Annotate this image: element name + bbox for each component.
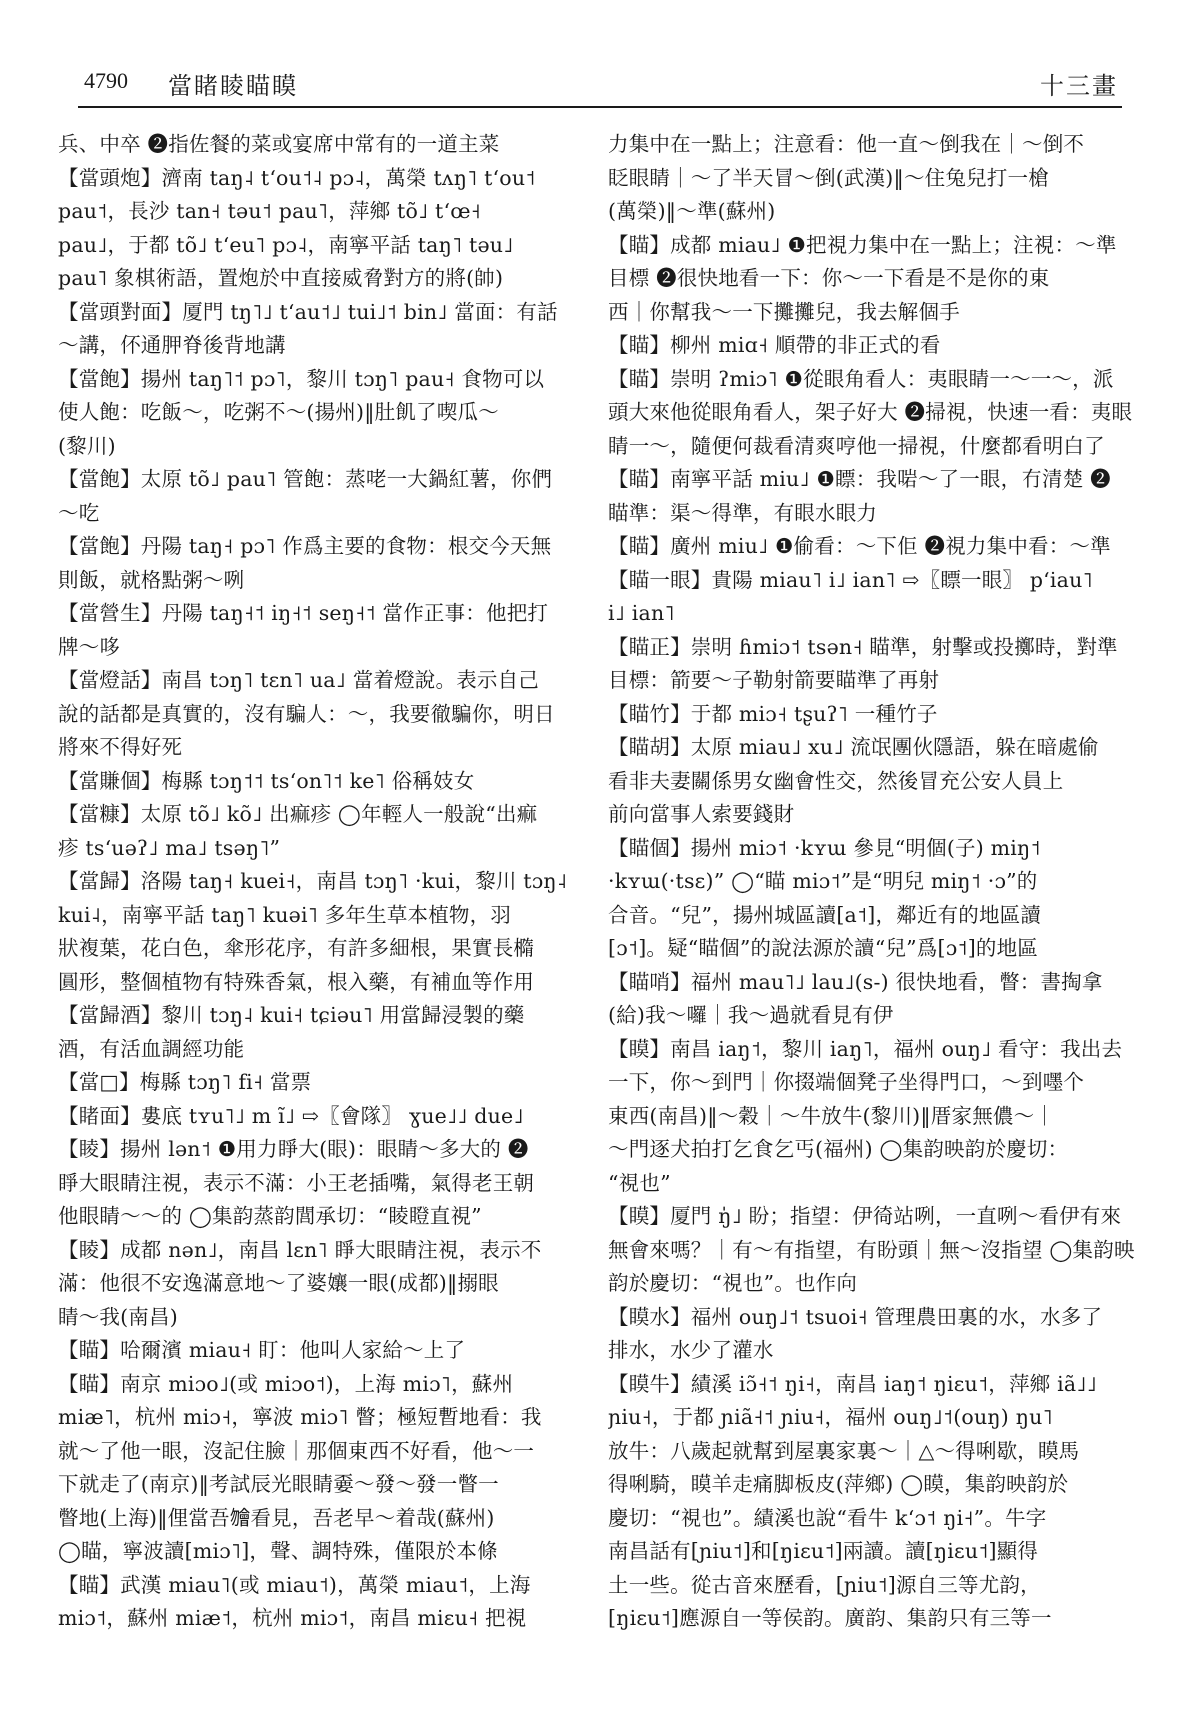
- head-characters: 當睹睖瞄瞙: [168, 72, 298, 100]
- entry-line: 目標：箭要～子勒射箭要瞄準了再射: [608, 668, 940, 692]
- entry-line: i˩ ian˥: [608, 601, 675, 625]
- entry-line: 【當頭對面】厦門 tŋ˥˩ tʻau˦˩ tui˩˦ bin˩ 當面：有話: [58, 299, 558, 324]
- entry-line: ～講，伓通胛脊後背地講: [58, 333, 286, 357]
- entry-line: 【瞄竹】于都 miɔ˧ tʂuʔ˥ 一種竹子: [608, 701, 938, 726]
- entry-line: 【瞙牛】績溪 iɔ̃˧˦ ŋi˧，南昌 iaŋ˦ ŋiɛu˦，萍鄉 iã˩˩: [608, 1371, 1097, 1396]
- entry-line: 使人飽：吃飯～，吃粥不～(揚州)‖肚飢了喫瓜～: [58, 400, 499, 424]
- entry-line: 瞥地(上海)‖俚當吾𣍐看見，吾老早～着哉(蘇州): [58, 1505, 495, 1530]
- dictionary-body: [58, 128, 1138, 1708]
- entry-line: 睛～我(南昌): [58, 1304, 178, 1329]
- entry-line: 【瞙】南昌 iaŋ˦，黎川 iaŋ˥，福州 ouŋ˩ 看守：我出去: [608, 1036, 1123, 1061]
- entry-line: 【睹面】婁底 tʏu˥˩ m ĩ˩ ⇨〖會隊〗 ɣue˩˩ due˩: [58, 1103, 524, 1128]
- entry-line: 【當燈話】南昌 tɔŋ˥ tɛn˥ ua˩ 當着燈說。表示自己: [58, 668, 540, 692]
- left-column: [58, 128, 588, 1708]
- entry-line: 【瞄】武漢 miau˥(或 miau˦)，萬榮 miau˦，上海: [58, 1572, 531, 1597]
- entry-line: 說的話都是真實的，沒有騙人：～，我要徹騙你，明日: [58, 701, 555, 726]
- entry-line: 滿：他很不安逸滿意地～了婆孃一眼(成都)‖搦眼: [58, 1271, 499, 1295]
- entry-line: 【瞄胡】太原 miau˩ xu˩ 流氓團伙隱語，躲在暗處偷: [608, 735, 1099, 759]
- entry-line: 就～了他一眼，沒記住臉｜那個東西不好看，他～一: [58, 1438, 535, 1463]
- entry-line: (給)我～囉｜我～過就看見有伊: [608, 1003, 894, 1027]
- stroke-count: 十三畫: [1040, 72, 1118, 100]
- entry-line: 【瞄】南寧平話 miu˩ ❶瞟：我啱～了一眼，冇清楚 ❷: [608, 467, 1111, 491]
- entry-line: 【瞄個】揚州 miɔ˦ ·kʏɯ 參見“明個(子) miŋ˦: [608, 835, 1041, 860]
- entry-line: 【當□】梅縣 tɔŋ˥ fi˧ 當票: [58, 1070, 312, 1094]
- entry-line: 前向當事人索要錢財: [608, 802, 795, 826]
- entry-line: ～門逐犬拍打乞食乞丐(福州) ◯集韵映韵於慶切：: [608, 1137, 1069, 1161]
- entry-line: 則飯，就格點粥～咧: [58, 567, 245, 592]
- entry-line: [ɔ˦]。疑“瞄個”的說法源於讀“兒”爲[ɔ˦]的地區: [608, 936, 1038, 960]
- entry-line: 【瞄一眼】貴陽 miau˥ i˩ ian˥ ⇨〖瞟一眼〗 pʻiau˥: [608, 567, 1093, 592]
- right-column: [608, 128, 1138, 1708]
- entry-line: 【瞄】成都 miau˩ ❶把視力集中在一點上；注視：～準: [608, 232, 1117, 257]
- entry-line: 【瞄哨】福州 mau˥˩ lau˩(s-) 很快地看，瞥：書掏拿: [608, 969, 1103, 994]
- entry-line: 瞄準：渠～得準，有眼水眼力: [608, 500, 878, 525]
- entry-line: 【當飽】揚州 taŋ˥˦ pɔ˥，黎川 tɔŋ˥ pau˧ 食物可以: [58, 366, 545, 391]
- entry-line: miæ˥，杭州 miɔ˧，寧波 miɔ˥ 瞥；極短暫地看：我: [58, 1405, 542, 1429]
- entry-line: 【瞄正】崇明 ɦmiɔ˦ tsən˧ 瞄準，射擊或投擲時，對準: [608, 634, 1118, 659]
- entry-line: 放牛：八歲起就幫到屋裏家裏～｜△～得唎歇，瞙馬: [608, 1438, 1080, 1463]
- entry-line: pau˦，長沙 tan˧ təu˦ pau˥，萍鄉 tõ˩ tʻœ˧: [58, 199, 481, 223]
- entry-line: 【當歸】洛陽 taŋ˧ kuei˧，南昌 tɔŋ˥ ·kui，黎川 tɔŋ˨: [58, 869, 568, 893]
- entry-line: (萬榮)‖～準(蘇州): [608, 199, 776, 223]
- entry-line: 【當頭炮】濟南 taŋ˨ tʻou˦˨ pɔ˨，萬榮 tʌŋ˥ tʻou˦: [58, 165, 536, 190]
- entry-line: 頭大來他從眼角看人，架子好大 ❷掃視，快速一看：夷眼: [608, 400, 1133, 424]
- entry-line: 疹 tsʻuəʔ˩ ma˩ tsəŋ˥”: [58, 835, 281, 860]
- entry-line: pau˥ 象棋術語，置炮於中直接威脅對方的將(帥): [58, 266, 504, 290]
- entry-line: 他眼睛～～的 ◯集韵蒸韵閭承切：“睖瞪直視”: [58, 1204, 482, 1228]
- entry-line: ◯瞄，寧波讀[miɔ˥]，聲、調特殊，僅限於本條: [58, 1539, 498, 1563]
- entry-line: 【睖】成都 nən˩，南昌 lɛn˥ 睜大眼睛注視，表示不: [58, 1237, 542, 1262]
- entry-line: 韵於慶切：“視也”。也作向: [608, 1271, 858, 1295]
- entry-line: 【睖】揚州 lən˦ ❶用力睜大(眼)：眼睛～多大的 ❷: [58, 1137, 529, 1161]
- entry-line: 【當飽】丹陽 taŋ˧ pɔ˥ 作爲主要的食物：根交今天無: [58, 534, 552, 558]
- entry-line: 【當營生】丹陽 taŋ˧˦ iŋ˧˦ seŋ˧˦ 當作正事：他把打: [58, 601, 549, 625]
- entry-line: miɔ˦，蘇州 miæ˦，杭州 miɔ˦，南昌 miɛu˧ 把視: [58, 1606, 527, 1630]
- entry-line: 一下，你～到門｜你掇端個凳子坐得門口，～到嚜个: [608, 1070, 1085, 1094]
- entry-line: (黎川): [58, 433, 116, 458]
- entry-line: 得唎騎，瞙羊走痛脚板皮(萍鄉) ◯瞙，集韵映韵於: [608, 1472, 1069, 1496]
- entry-line: 【瞙水】福州 ouŋ˩˦ tsuoi˧ 管理農田裏的水，水多了: [608, 1304, 1103, 1329]
- entry-line: 下就走了(南京)‖考試辰光眼睛嫑～發～發一瞥一: [58, 1472, 499, 1496]
- entry-line: 力集中在一點上；注意看：他一直～倒我在｜～倒不: [608, 132, 1085, 156]
- entry-line: pau˩，于都 tõ˩ tʻeu˥ pɔ˨，南寧平話 taŋ˥ təu˩: [58, 232, 514, 257]
- entry-line: 土一些。從古音來歷看，[ɲiu˦]源自三等尤韵，: [608, 1572, 1041, 1597]
- entry-line: 牌～哆: [58, 634, 121, 659]
- page-number: 4790: [84, 68, 128, 93]
- entry-line: 狀複葉，花白色，傘形花序，有許多細根，果實長橢: [58, 936, 535, 960]
- entry-line: 合音。“兒”，揚州城區讀[a˦]，鄰近有的地區讀: [608, 902, 1042, 927]
- entry-line: 排水，水少了灌水: [608, 1338, 774, 1362]
- entry-line: 東西(南昌)‖～穀｜～牛放牛(黎川)‖厝家無儂～｜: [608, 1103, 1055, 1128]
- entry-line: 【瞄】崇明 ʔmiɔ˥ ❶從眼角看人：夷眼睛一～一～，派: [608, 366, 1114, 391]
- entry-line: 【當糠】太原 tõ˩ kõ˩ 出痲疹 ◯年輕人一般說“出痲: [58, 802, 538, 826]
- entry-line: 睜大眼睛注視，表示不滿：小王老插嘴，氣得老王朝: [58, 1170, 535, 1195]
- entry-line: 酒，有活血調經功能: [58, 1036, 245, 1061]
- entry-line: 兵、中卒 ❷指佐餐的菜或宴席中常有的一道主菜: [58, 132, 500, 156]
- entry-line: 圓形，整個植物有特殊香氣，根入藥，有補血等作用: [58, 969, 535, 994]
- entry-line: ɲiu˧，于都 ɲiã˧˦ ɲiu˧，福州 ouŋ˩˦(ouŋ) ŋu˥: [608, 1405, 1053, 1429]
- entry-line: 【當飽】太原 tõ˩ pau˥ 管飽：蒸咾一大鍋紅薯，你們: [58, 467, 553, 491]
- entry-line: 【當歸酒】黎川 tɔŋ˨ kui˧ tɕiəu˥ 用當歸浸製的藥: [58, 1003, 525, 1027]
- entry-line: 看非夫妻關係男女幽會性交，然後冒充公安人員上: [608, 768, 1064, 793]
- entry-line: 西｜你幫我～一下攤攤兒，我去解個手: [608, 299, 960, 324]
- entry-line: 【瞄】柳州 miɑ˧ 順帶的非正式的看: [608, 333, 941, 357]
- entry-line: ·kʏɯ(·tsɛ)” ◯“瞄 miɔ˦”是“明兒 miŋ˦ ·ɔ”的: [608, 869, 1038, 893]
- entry-line: [ŋiɛu˦]應源自一等侯韵。廣韵、集韵只有三等一: [608, 1606, 1052, 1630]
- entry-line: 睛一～，隨便何裁看清爽哼他一掃視，什麼都看明白了: [608, 433, 1105, 458]
- entry-line: 【瞄】南京 miɔo˩(或 miɔo˦)，上海 miɔ˥，蘇州: [58, 1371, 514, 1396]
- entry-line: 【瞄】廣州 miu˩ ❶偷看：～下佢 ❷視力集中看：～準: [608, 534, 1111, 558]
- entry-line: “視也”: [608, 1170, 671, 1195]
- entry-line: 【瞙】厦門 ŋ̍˩ 盼；指望：伊徛站咧，一直咧～看伊有來: [608, 1204, 1122, 1228]
- entry-line: ～吃: [58, 500, 100, 525]
- page-header: [78, 60, 1122, 108]
- entry-line: kui˨，南寧平話 taŋ˥ kuəi˥ 多年生草本植物，羽: [58, 902, 512, 927]
- entry-line: 慶切：“視也”。績溪也說“看牛 kʻɔ˦ ŋi˧”。牛字: [608, 1505, 1047, 1530]
- entry-line: 【瞄】哈爾濱 miau˧ 盯：他叫人家給～上了: [58, 1338, 466, 1362]
- entry-line: 無會來嗎？｜有～有指望，有盼頭｜無～沒指望 ◯集韵映: [608, 1237, 1135, 1262]
- entry-line: 南昌話有[ɲiu˦]和[ŋiɛu˦]兩讀。讀[ŋiɛu˦]顯得: [608, 1539, 1039, 1563]
- entry-line: 目標 ❷很快地看一下：你～一下看是不是你的東: [608, 266, 1050, 290]
- entry-line: 【當賺個】梅縣 tɔŋ˦˦ tsʻon˥˦ ke˥ 俗稱妓女: [58, 768, 475, 793]
- entry-line: 將來不得好死: [58, 735, 183, 759]
- entry-line: 眨眼睛｜～了半天冒～倒(武漢)‖～住兔兒打一槍: [608, 165, 1049, 190]
